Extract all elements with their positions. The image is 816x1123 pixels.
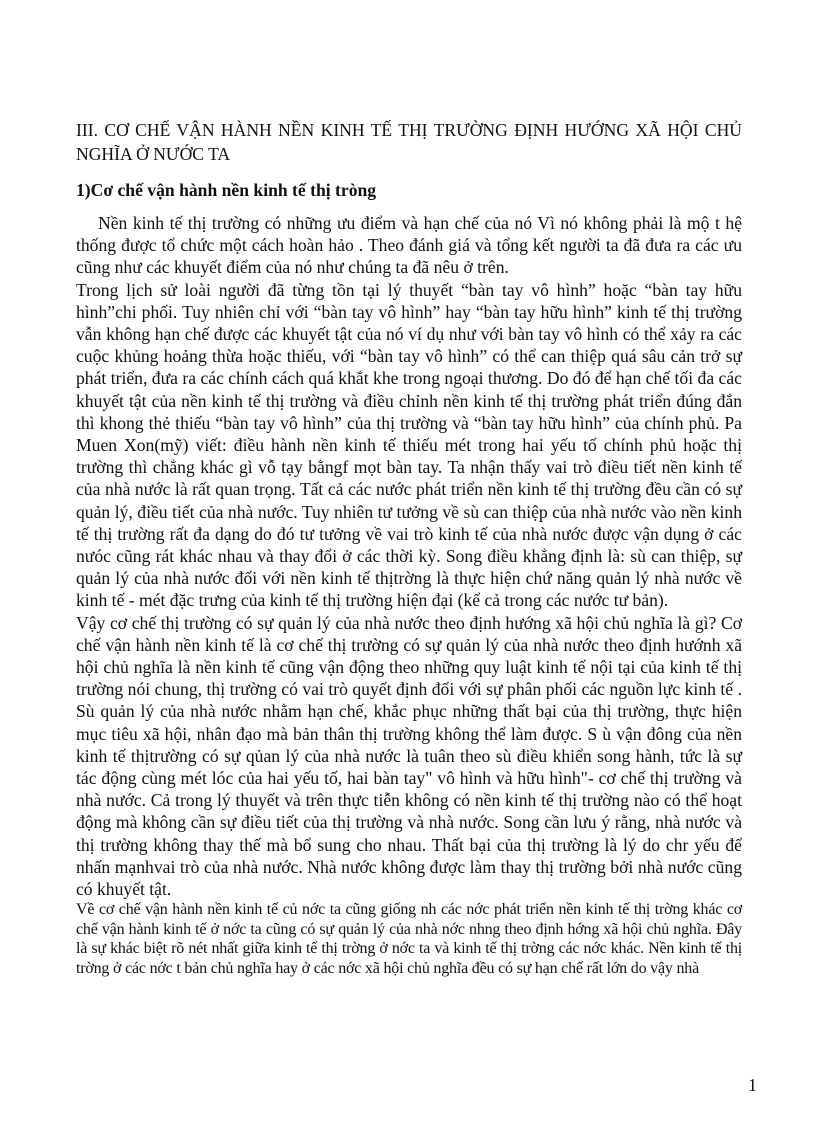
section-heading: III. CƠ CHẾ VẬN HÀNH NỀN KINH TẾ THỊ TRƯỜNG ĐỊNH HƯỚNG XÃ HỘI CHỦ NGHĨA Ở NƯỚC TA [76,120,742,164]
page-number: 1 [748,1075,757,1095]
paragraph-3: Vậy cơ chế thị trường có sự quản lý của nhà nước theo định hướng xã hội chủ nghĩa là gì? Cơ chế vận hành nền kinh tế là cơ chế thị trường có sự quản lý của nhà nước theo định hướnh xã hội chủ nghĩa là nền kinh tế cũng vận động theo những quy luật kinh tế nội tại của kinh tế thị trường nói chung, thị trường có vai trò quyết định đối với sự phân phối các nguồn lực kinh tế . Sù quản lý của nhà nước nhằm hạn chế, khắc phục những thất bại của thị trường, thực hiện mục tiêu xã hội, nhân đạo mà bản thân thị trường không thể làm được. S ù vận đông của nền kinh tế thịtrường có sự qủan lý của nhà nước là tuân theo sù điều khiển song hành, tức là sự tác động cùng mét lóc của hai yếu tố, hai bàn tay" vô hình và hữu hình"- cơ chế thị trường và nhà nước. Cả trong lý thuyết và trên thực tiễn không có nền kinh tế thị trường nào có thể hoạt động mà không cần sự điều tiết của thị trường và nhà nước. Song cần lưu ý rằng, nhà nước và thị trường không thay thế mà bổ sung cho nhau. Thất bại của thị trường là lý do chr yếu để nhấn mạnhvai trò của nhà nước. Nhà nước không được làm thay thị trường bởi nhà nước cũng có khuyết tật. [76,612,742,900]
subsection-heading: 1)Cơ chế vận hành nền kinh tế thị tròng [76,180,377,200]
paragraph-1: Nền kinh tế thị trường có những ưu điểm và hạn chế của nó Vì nó không phải là mộ t hệ thống được tổ chức một cách hoàn hảo . Theo đánh giá và tổng kết người ta đã đưa ra các ưu cũng như các khuyết điểm của nó như chúng ta đã nêu ở trên. [76,213,742,278]
paragraph-2: Trong lịch sử loài người đã từng tồn tại lý thuyết “bàn tay vô hình” hoặc “bàn tay hữu hình”chi phối. Tuy nhiên chỉ với “bàn tay vô hình” hay “bàn tay hữu hình” kinh tế thị trường vẫn không hạn chế được các khuyết tật của nó ví dụ như với bàn tay vô hình có thể xảy ra các cuộc khủng hoảng thừa hoặc thiếu, với “bàn tay vô hình” có thể can thiệp quá sâu cản trở sự phát triển, đưa ra các chính cách quá khắt khe trong ngoại thương. Do đó để hạn chế tối đa các khuyết tật của nền kinh tế thị trường và điều chỉnh nền kinh tế thị trường phát triển đúng đắn thì khong thẻ thiếu “bàn tay vô hình” của thị trường và “bàn tay hữu hình” của chính phủ. Pa Muen Xon(mỹ) viết: điều hành nền kinh tế thiếu mét trong hai yếu tố chính phủ hoặc thị trường thì chẳng khác gì vỗ tạy bằngf mọt bàn tay. Ta nhận thấy vai trò điều tiết nền kinh tế của nhà nước là rất quan trọng. Tất cả các nước phát triển nền kinh tế thị trường đều cần có sự quản lý, điều tiết của nhà nước. Tuy nhiên tư tưởng về sù can thiệp của nhà nước vào nền kinh tế thị trường rất đa dạng do đó tư tưởng về vai trò kinh tế của nhà nước được vận dụng ở các nưóc cũng rát khác nhau và thay đổi ở các thời kỳ. Song điều khẳng định là: sù can thiệp, sự quản lý của nhà nước đối với nền kinh tế thịtrờng là thực hiện chứ năng quản lý nhà nước về kinh tế - mét đặc trưng của kinh tế thị trường hiện đại (kể cả trong các nước tư bản). [76,279,742,611]
document-page [76,118,742,979]
paragraph-4: Về cơ chế vận hành nền kinh tế củ nớc ta cũng giống nh các nớc phát triển nền kinh tế thị trờng khác cơ chế vận hành kinh tế ở nớc ta cũng có sự quản lý của nhà nớc nhng theo định hớng xã hội chủ nghĩa. Đây là sự khác biệt rõ nét nhất giữa kinh tế thị trờng ở nớc ta và kinh tế thị trờng các nớc khác. Nền kinh tế thị trờng ở các nớc t bản chủ nghĩa hay ở các nớc xã hội chủ nghĩa đều có sự hạn chế rất lớn do vậy nhà [76,901,742,978]
